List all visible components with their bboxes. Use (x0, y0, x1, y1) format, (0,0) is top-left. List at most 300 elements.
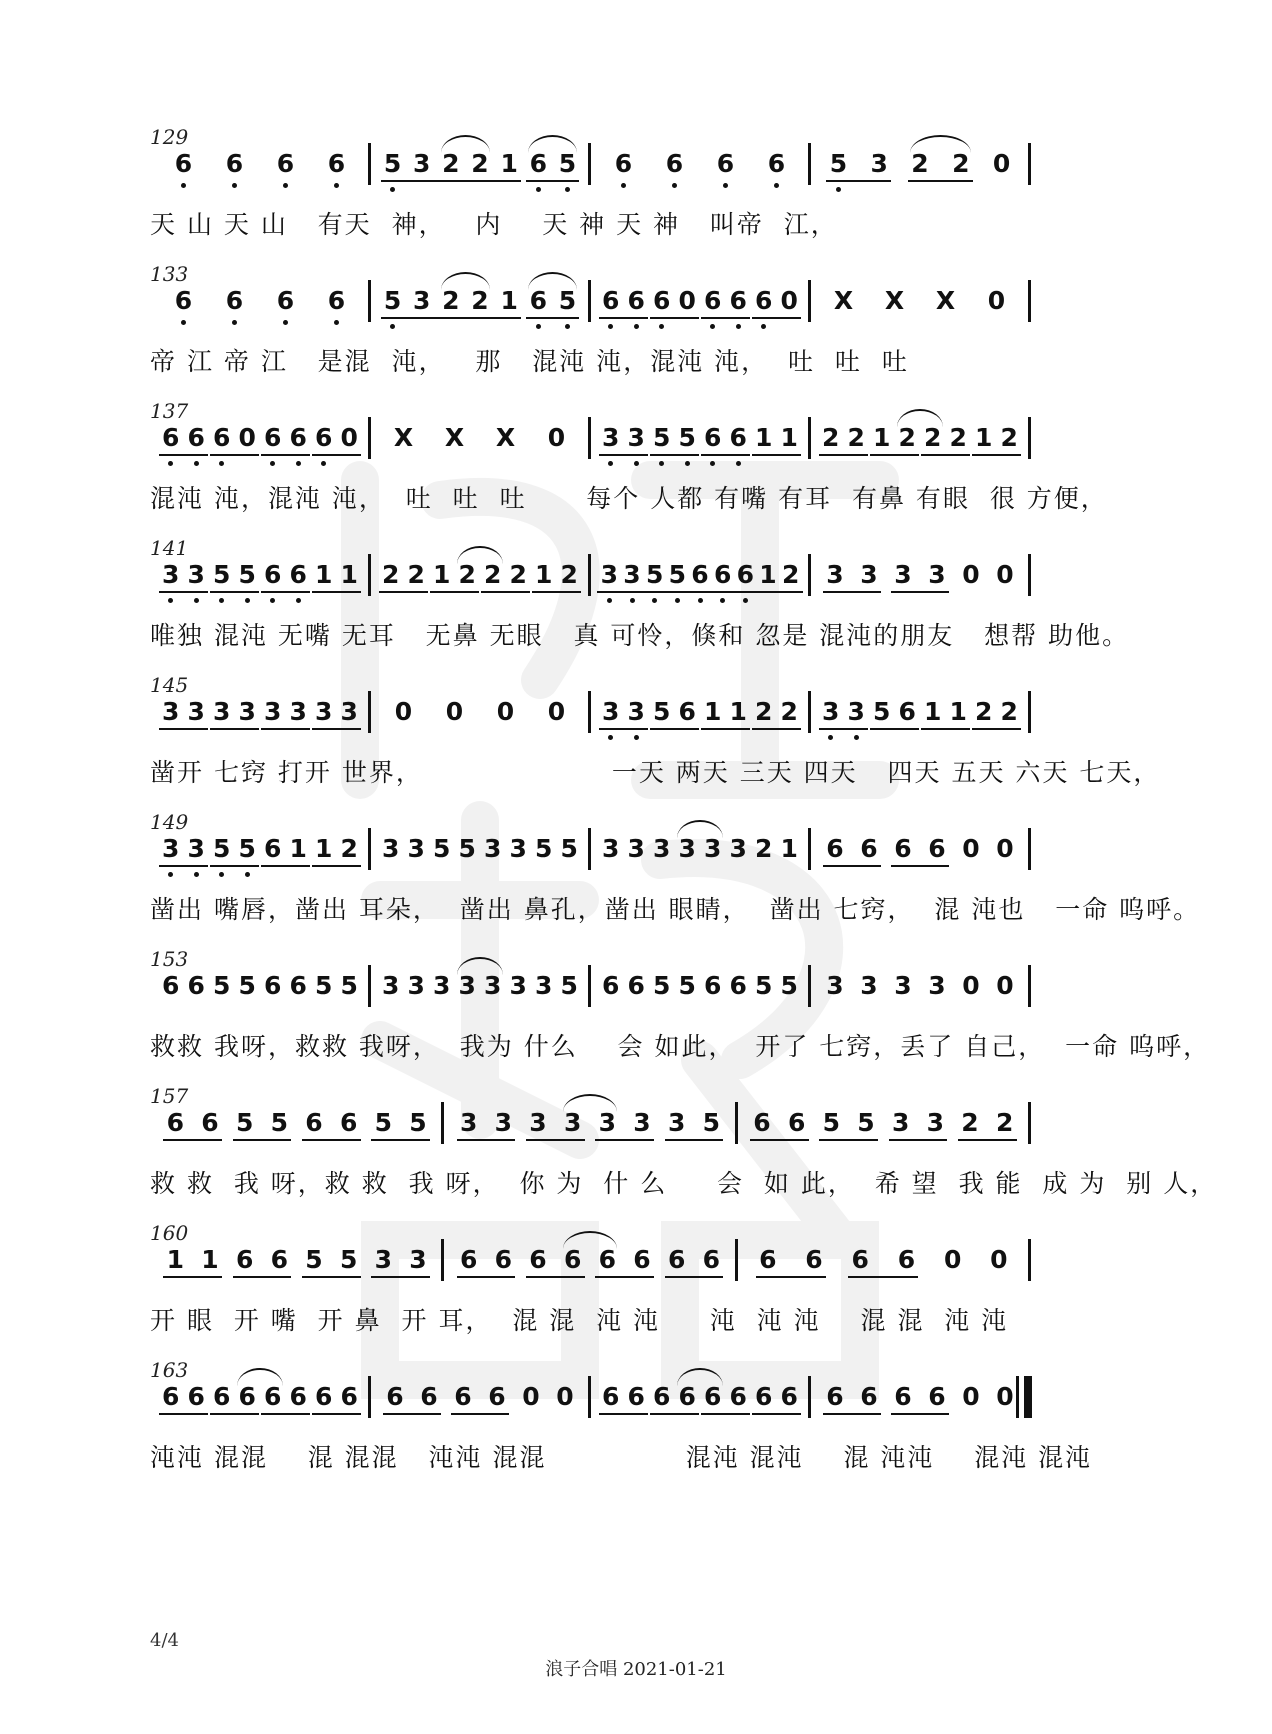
note: 3 (627, 697, 645, 726)
note: 6 (860, 1382, 878, 1411)
note: 6 (678, 1382, 696, 1411)
note: 6 (627, 971, 645, 1000)
note: 5 (340, 971, 358, 1000)
note: 2 (822, 423, 840, 452)
octave-dot (536, 187, 541, 192)
note: 5 (668, 560, 687, 589)
octave-dot (854, 735, 859, 740)
octave-dot (245, 598, 250, 603)
beat-underline (848, 1276, 918, 1278)
note: 3 (509, 834, 527, 863)
barline (368, 417, 371, 459)
note: 5 (235, 1108, 254, 1137)
octave-dot (245, 872, 250, 877)
beat-underline (972, 454, 1022, 456)
beat-underline (261, 728, 311, 730)
note: 3 (891, 1108, 910, 1137)
beat-underline (312, 591, 362, 593)
note: 0 (996, 560, 1014, 589)
barline (588, 280, 591, 322)
note: 6 (235, 1245, 254, 1274)
beat-underline (650, 454, 700, 456)
octave-dot (743, 598, 748, 603)
octave-dot (621, 183, 626, 188)
note: 3 (187, 560, 205, 589)
beat-underline (701, 728, 751, 730)
note: 6 (691, 560, 709, 589)
octave-dot (608, 735, 613, 740)
octave-dot (194, 461, 199, 466)
note: 6 (665, 149, 684, 178)
octave-dot (232, 183, 237, 188)
note: 3 (870, 149, 888, 178)
octave-dot (698, 598, 703, 603)
octave-dot (219, 461, 224, 466)
beat-underline (481, 591, 531, 593)
note: 0 (990, 1245, 1008, 1274)
note: 2 (949, 423, 967, 452)
beat-underline (756, 1276, 826, 1278)
note: 2 (560, 560, 578, 589)
octave-dot (334, 183, 339, 188)
beat-underline (599, 454, 649, 456)
octave-dot (685, 461, 690, 466)
beat-underline (595, 1139, 654, 1141)
note: 1 (780, 423, 798, 452)
measure-number: 145 (150, 673, 189, 697)
octave-dot (296, 598, 301, 603)
note: 2 (781, 560, 800, 589)
note: 5 (238, 834, 256, 863)
score-system (150, 399, 1130, 549)
beat-underline (457, 1276, 516, 1278)
note: 3 (822, 697, 840, 726)
note: 0 (780, 286, 798, 315)
note: 3 (413, 149, 431, 178)
note: 6 (187, 423, 205, 452)
note: 1 (500, 286, 518, 315)
note: 3 (894, 560, 912, 589)
beat-underline (819, 728, 869, 730)
barline (588, 828, 591, 870)
octave-dot (630, 598, 635, 603)
beat-underline (752, 728, 802, 730)
note: 3 (602, 697, 620, 726)
note: 6 (729, 423, 747, 452)
beat-underline (526, 1139, 585, 1141)
note: 2 (952, 149, 970, 178)
note: 6 (289, 560, 307, 589)
note: 0 (987, 286, 1006, 315)
beat-underline (371, 1139, 430, 1141)
note: 6 (340, 1382, 358, 1411)
note: 3 (535, 971, 553, 1000)
note: 5 (374, 1108, 393, 1137)
beat-underline (381, 180, 522, 182)
score-system (150, 536, 1130, 686)
note: 3 (407, 971, 425, 1000)
note: 0 (992, 149, 1011, 178)
barline (368, 143, 371, 185)
note: 3 (529, 1108, 547, 1137)
lyrics-line: 救 救 我 呀，救 救 我 呀， 你 为 什 么 会 如 此， 希 望 我 能 成 为 别 人， (150, 1169, 1218, 1198)
lyrics-line: 凿开 七窍 打开 世界， 一天 两天 三天 四天 四天 五天 六天 七天， (150, 758, 1161, 787)
note: 3 (187, 834, 205, 863)
note: 5 (822, 1108, 841, 1137)
note: 5 (315, 971, 333, 1000)
final-barline (1024, 1376, 1032, 1418)
note: 3 (407, 834, 425, 863)
octave-dot (723, 183, 728, 188)
octave-dot (283, 183, 288, 188)
note: 2 (755, 697, 773, 726)
octave-dot (194, 598, 199, 603)
note: 6 (860, 834, 878, 863)
note: 1 (166, 1245, 185, 1274)
note: 5 (305, 1245, 323, 1274)
note: 6 (162, 971, 180, 1000)
note: 6 (598, 1245, 617, 1274)
beat-underline (752, 454, 802, 456)
note: 3 (653, 834, 671, 863)
note: 6 (928, 1382, 946, 1411)
score-system (150, 947, 1211, 1097)
note: 6 (898, 697, 916, 726)
note: 5 (678, 971, 696, 1000)
note: 2 (471, 149, 489, 178)
beat-underline (381, 317, 522, 319)
note: 6 (238, 1382, 256, 1411)
note: 6 (753, 1108, 771, 1137)
beat-underline (826, 180, 891, 182)
note: 0 (496, 697, 515, 726)
note: 1 (924, 697, 942, 726)
octave-dot (232, 320, 237, 325)
note: 3 (315, 697, 333, 726)
barline (368, 691, 371, 733)
note: 3 (238, 697, 256, 726)
measure-number: 129 (150, 125, 189, 149)
note: 3 (826, 560, 844, 589)
note: 6 (780, 1382, 798, 1411)
note: 6 (755, 286, 773, 315)
beat-underline (891, 591, 949, 593)
barline (368, 828, 371, 870)
note: 5 (458, 834, 476, 863)
note: 6 (826, 1382, 844, 1411)
note: 3 (162, 697, 180, 726)
note: X (393, 423, 414, 452)
lyrics-line: 混沌 沌，混沌 沌， 吐 吐 吐 每个 人都 有嘴 有耳 有鼻 有眼 很 方便， (150, 484, 1108, 513)
footer-credit: 浪子合唱 2021-01-21 (545, 1659, 727, 1680)
beat-underline (643, 591, 690, 593)
beat-underline (891, 865, 949, 867)
note: 6 (614, 149, 633, 178)
barline (808, 554, 811, 596)
octave-dot (659, 461, 664, 466)
note: 6 (494, 1245, 513, 1274)
beat-underline (972, 728, 1022, 730)
beat-underline (159, 728, 209, 730)
beat-underline (752, 317, 802, 319)
octave-dot (828, 735, 833, 740)
beat-underline (595, 1276, 654, 1278)
beat-underline (823, 1413, 881, 1415)
octave-dot (836, 187, 841, 192)
note: 3 (213, 697, 231, 726)
octave-dot (296, 461, 301, 466)
note: 6 (894, 834, 912, 863)
note: 0 (678, 286, 696, 315)
note: 1 (780, 834, 798, 863)
barline (1028, 417, 1031, 459)
note: 1 (201, 1245, 219, 1274)
octave-dot (390, 324, 395, 329)
barline (735, 1102, 738, 1144)
note: 6 (713, 560, 732, 589)
note: 6 (327, 286, 346, 315)
barline (735, 1239, 738, 1281)
beat-underline (889, 1139, 948, 1141)
octave-dot (774, 183, 779, 188)
note: 6 (174, 286, 193, 315)
barline (1028, 965, 1031, 1007)
note: 0 (547, 423, 566, 452)
note: 6 (755, 1382, 773, 1411)
beat-underline (159, 1413, 209, 1415)
lyrics-line: 开 眼 开 嘴 开 鼻 开 耳， 混 混 沌 沌 沌 沌 沌 混 混 沌 沌 (150, 1306, 1009, 1335)
note: 5 (213, 834, 231, 863)
note: 6 (187, 971, 205, 1000)
note: 6 (667, 1245, 686, 1274)
note: 6 (602, 971, 620, 1000)
measure-number: 149 (150, 810, 189, 834)
octave-dot (720, 598, 725, 603)
beat-underline (261, 591, 311, 593)
barline (588, 691, 591, 733)
note: 3 (826, 971, 844, 1000)
note: 0 (962, 834, 980, 863)
note: 3 (600, 560, 619, 589)
note: X (444, 423, 465, 452)
note: 6 (187, 1382, 205, 1411)
note: 6 (201, 1108, 219, 1137)
note: 6 (787, 1108, 806, 1137)
note: 6 (678, 697, 696, 726)
measure-number: 153 (150, 947, 189, 971)
note: 5 (433, 834, 451, 863)
note: 1 (433, 560, 451, 589)
note: 3 (162, 834, 180, 863)
note: 1 (949, 697, 967, 726)
note: 0 (962, 1382, 980, 1411)
note: 6 (602, 1382, 620, 1411)
note: 2 (1000, 697, 1018, 726)
note: 6 (704, 971, 722, 1000)
note: 0 (996, 971, 1014, 1000)
note: 5 (560, 834, 578, 863)
beat-underline (526, 1276, 585, 1278)
beat-underline (870, 454, 920, 456)
note: 3 (509, 971, 527, 1000)
note: 5 (653, 971, 671, 1000)
barline (588, 417, 591, 459)
note: 6 (529, 1245, 547, 1274)
note: 2 (780, 697, 798, 726)
note: 6 (633, 1245, 651, 1274)
octave-dot (672, 183, 677, 188)
note: 3 (484, 971, 502, 1000)
note: 5 (383, 149, 402, 178)
note: 3 (633, 1108, 651, 1137)
octave-dot (168, 461, 173, 466)
beat-underline (312, 454, 362, 456)
octave-dot (710, 461, 715, 466)
beat-underline (210, 1413, 260, 1415)
octave-dot (270, 461, 275, 466)
score-system (150, 1358, 1130, 1508)
note: 6 (459, 1245, 478, 1274)
beat-underline (159, 865, 209, 867)
beat-underline (451, 1413, 509, 1415)
octave-dot (659, 324, 664, 329)
beat-underline (159, 591, 209, 593)
note: 5 (560, 971, 578, 1000)
beat-underline (701, 454, 751, 456)
note: 6 (488, 1382, 506, 1411)
note: 5 (238, 971, 256, 1000)
note: 2 (911, 149, 929, 178)
note: 2 (975, 697, 993, 726)
barline (1016, 1376, 1019, 1418)
note: 6 (897, 1245, 916, 1274)
note: 0 (556, 1382, 574, 1411)
note: 1 (755, 423, 773, 452)
note: 3 (484, 834, 502, 863)
barline (441, 1102, 444, 1144)
beat-underline (312, 865, 362, 867)
beat-underline (891, 1413, 949, 1415)
note: 6 (386, 1382, 404, 1411)
octave-dot (634, 324, 639, 329)
beat-underline (823, 865, 881, 867)
note: 1 (500, 149, 518, 178)
note: 5 (213, 560, 231, 589)
note: 6 (602, 286, 620, 315)
score-system (150, 262, 1130, 412)
beat-underline (819, 1139, 878, 1141)
note: 2 (755, 834, 773, 863)
measure-number: 160 (150, 1221, 189, 1245)
note: 5 (873, 697, 891, 726)
note: 3 (667, 1108, 686, 1137)
note: 3 (627, 423, 645, 452)
note: 6 (225, 149, 244, 178)
score-system (150, 1084, 1218, 1234)
note: 3 (860, 560, 878, 589)
note: 2 (407, 560, 425, 589)
measure-number: 137 (150, 399, 189, 423)
note: X (884, 286, 905, 315)
octave-dot (219, 872, 224, 877)
beat-underline (261, 865, 311, 867)
beat-underline (302, 1139, 361, 1141)
barline (808, 691, 811, 733)
barline (808, 828, 811, 870)
octave-dot (181, 183, 186, 188)
barline (808, 280, 811, 322)
note: 6 (174, 149, 193, 178)
note: 0 (996, 1382, 1014, 1411)
note: 6 (276, 149, 295, 178)
note: 3 (459, 1108, 478, 1137)
octave-dot (334, 320, 339, 325)
note: 3 (623, 560, 641, 589)
measure-number: 141 (150, 536, 189, 560)
note: 6 (702, 1245, 721, 1274)
note: 1 (340, 560, 358, 589)
measure-number: 163 (150, 1358, 189, 1382)
note: 0 (943, 1245, 962, 1274)
beat-underline (870, 728, 920, 730)
note: 6 (563, 1245, 582, 1274)
beat-underline (599, 728, 649, 730)
note: 1 (535, 560, 553, 589)
octave-dot (283, 320, 288, 325)
note: 1 (873, 423, 891, 452)
barline (588, 143, 591, 185)
beat-underline (599, 317, 649, 319)
beat-underline (163, 1139, 222, 1141)
beat-underline (210, 728, 260, 730)
note: 3 (187, 697, 205, 726)
note: 0 (522, 1382, 540, 1411)
note: 6 (729, 1382, 747, 1411)
note: 6 (264, 560, 282, 589)
note: 5 (755, 971, 773, 1000)
beat-underline (650, 1413, 700, 1415)
lyrics-line: 唯独 混沌 无嘴 无耳 无鼻 无眼 真 可怜，倏和 忽是 混沌的朋友 想帮 助他。 (150, 621, 1130, 650)
note: 5 (383, 286, 402, 315)
octave-dot (652, 598, 657, 603)
beat-underline (159, 454, 209, 456)
lyrics-line: 凿出 嘴唇，凿出 耳朵， 凿出 鼻孔，凿出 眼睛， 凿出 七窍， 混 沌也 一命 呜呼。 (150, 895, 1201, 924)
note: 6 (704, 423, 722, 452)
beat-underline (921, 728, 971, 730)
note: 3 (458, 971, 476, 1000)
beat-underline (908, 180, 973, 182)
note: 3 (382, 971, 400, 1000)
note: 3 (374, 1245, 393, 1274)
note: 5 (702, 1108, 721, 1137)
note: 3 (340, 697, 358, 726)
beat-underline (210, 591, 260, 593)
beat-underline (302, 1276, 361, 1278)
note: 2 (471, 286, 489, 315)
note: 6 (851, 1245, 869, 1274)
note: X (495, 423, 516, 452)
note: 6 (529, 149, 547, 178)
beat-underline (756, 591, 803, 593)
beat-underline (261, 454, 311, 456)
note: 6 (759, 1245, 777, 1274)
note: 6 (928, 834, 946, 863)
beat-underline (823, 591, 881, 593)
note: 6 (716, 149, 735, 178)
beat-underline (526, 180, 579, 182)
note: 3 (598, 1108, 617, 1137)
beat-underline (650, 317, 700, 319)
